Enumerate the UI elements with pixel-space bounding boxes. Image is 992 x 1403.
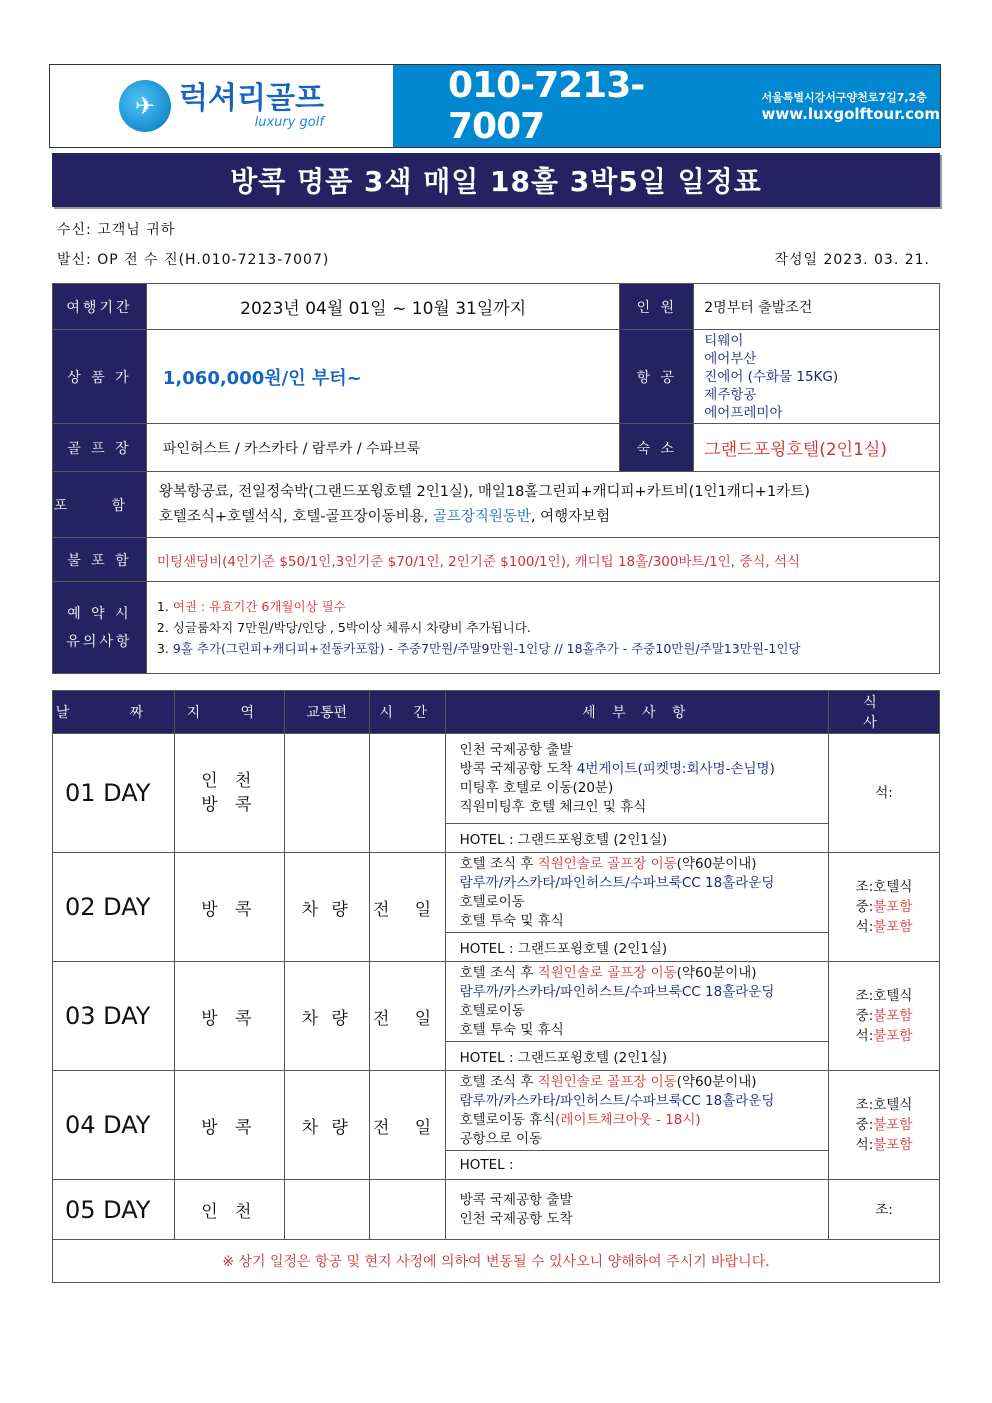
airline-item: 에어프레미아: [704, 404, 783, 421]
details: 호텔 조식 후 직원인솔로 골프장 이동(약60분이내) 람루까/카스카타/파인허스트/수파브룩CC 18홀라운딩 호텔로이동 호텔 투숙 및 휴식: [445, 853, 828, 933]
notice-item: 1. 여권 : 유효기간 6개월이상 필수: [156, 599, 346, 614]
exclude-value: 미팅샌딩비(4인기준 $50/1인,3인기준 $70/1인, 2인기준 $100/1인), 캐디팁 18홀/300바트/1인, 중식, 석식: [146, 538, 939, 582]
header-region: 지 역: [174, 691, 284, 734]
golf-value: 파인허스트 / 카스카타 / 람루카 / 수파브룩: [146, 424, 619, 472]
notice-item: 3. 9홀 추가(그린피+캐디피+전동카포함) - 주중7만원/주말9만원-1인당 // 18홀추가 - 주중10만원/주말13만원-1인당: [156, 641, 801, 656]
logo-english: luxury golf: [254, 114, 324, 130]
people-label: 인 원: [620, 284, 694, 330]
airline-item: 제주항공: [704, 386, 757, 403]
time: 전 일: [369, 962, 445, 1071]
price-value: 1,060,000원/인 부터~: [146, 330, 619, 424]
price-label: 상 품 가: [53, 330, 147, 424]
page-title: 방콕 명품 3색 매일 18홀 3박5일 일정표: [52, 153, 940, 207]
plane-icon: ✈: [119, 80, 171, 132]
website: www.luxgolftour.com: [761, 105, 940, 123]
table-row: [53, 734, 940, 824]
exclude-label: 불 포 함: [53, 538, 147, 582]
day-label: 05 DAY: [53, 1180, 175, 1240]
logo-area: [50, 65, 393, 147]
transport: 차 량: [284, 853, 369, 962]
table-row: [53, 1071, 940, 1151]
day-label: 01 DAY: [53, 734, 175, 853]
hotel-label: 숙 소: [620, 424, 694, 472]
time: 전 일: [369, 853, 445, 962]
header-transport: 교통편: [284, 691, 369, 734]
period-value: 2023년 04월 01일 ~ 10월 31일까지: [146, 284, 619, 330]
header-time: 시 간: [369, 691, 445, 734]
transport: 차 량: [284, 962, 369, 1071]
table-row: [53, 962, 940, 1042]
region: 방 콕: [174, 853, 284, 962]
header-meal: 식 사: [829, 691, 940, 734]
hotel-info: HOTEL : 그랜드포윙호텔 (2인1실): [445, 933, 828, 962]
include-line: 왕복항공료, 전일정숙박(그랜드포윙호텔 2인1실), 매일18홀그린피+캐디피+카트비(1인1캐디+1카트): [158, 483, 810, 500]
table-row: [53, 1180, 940, 1240]
meal: 석:: [829, 734, 940, 853]
info-table: [52, 283, 940, 674]
time: [369, 734, 445, 853]
include-line: 호텔조식+호텔석식, 호텔-골프장이동비용, 골프장직원동반, 여행자보험: [158, 508, 611, 525]
header-details: 세 부 사 항: [445, 691, 828, 734]
airline-item: 진에어 (수화물 15KG): [704, 368, 839, 385]
details: 호텔 조식 후 직원인솔로 골프장 이동(약60분이내) 람루까/카스카타/파인허스트/수파브룩CC 18홀라운딩 호텔로이동 호텔 투숙 및 휴식: [445, 962, 828, 1042]
meal: 조:호텔식 중:불포함 석:불포함: [829, 853, 940, 962]
period-label: 여행기간: [53, 284, 147, 330]
footer-notice: ※ 상기 일정은 항공 및 현지 사정에 의하여 변동될 수 있사오니 양해하여 주시기 바랍니다.: [53, 1240, 940, 1283]
airline-item: 티웨이: [704, 332, 744, 349]
document-date: 작성일 2023. 03. 21.: [774, 252, 930, 268]
time: 전 일: [369, 1071, 445, 1180]
region: 방 콕: [174, 1071, 284, 1180]
region: 인 천 방 콕: [174, 734, 284, 853]
golf-label: 골 프 장: [53, 424, 147, 472]
include-label: 포 함: [53, 472, 147, 538]
hotel-info: HOTEL :: [445, 1151, 828, 1180]
transport: [284, 1180, 369, 1240]
notice-label: 예 약 시 유의사항: [53, 582, 147, 674]
contact-area: [393, 65, 940, 147]
day-label: 04 DAY: [53, 1071, 175, 1180]
hotel-info: HOTEL : 그랜드포윙호텔 (2인1실): [445, 1042, 828, 1071]
logo-korean: 럭셔리골프: [179, 80, 324, 116]
sender: 발신: OP 전 수 진(H.010-7213-7007): [57, 252, 330, 268]
day-label: 03 DAY: [53, 962, 175, 1071]
notice-item: 2. 싱글룸차지 7만원/박당/인당 , 5박이상 체류시 차량비 추가됩니다.: [156, 620, 531, 635]
table-row: [53, 853, 940, 933]
time: [369, 1180, 445, 1240]
region: 방 콕: [174, 962, 284, 1071]
transport: [284, 734, 369, 853]
address: 서울특별시강서구양천로7길7,2층: [761, 91, 927, 104]
airline-item: 에어부산: [704, 350, 757, 367]
include-value: [146, 472, 939, 538]
details: 인천 국제공항 출발 방콕 국제공항 도착 4번게이트(피켓명:회사명-손님명) 미팅후 호텔로 이동(20분) 직원미팅후 호텔 체크인 및 휴식: [445, 734, 828, 824]
header-banner: [49, 64, 941, 148]
meal: 조:: [829, 1180, 940, 1240]
region: 인 천: [174, 1180, 284, 1240]
notice-list: [146, 582, 939, 674]
hotel-value: 그랜드포윙호텔(2인1실): [694, 424, 940, 472]
details: 방콕 국제공항 출발 인천 국제공항 도착: [445, 1180, 828, 1240]
recipient: 수신: 고객님 귀하: [57, 222, 176, 238]
airline-list: [694, 330, 940, 424]
meal: 조:호텔식 중:불포함 석:불포함: [829, 1071, 940, 1180]
hotel-info: HOTEL : 그랜드포윙호텔 (2인1실): [445, 824, 828, 853]
details: 호텔 조식 후 직원인솔로 골프장 이동(약60분이내) 람루까/카스카타/파인허스트/수파브룩CC 18홀라운딩 호텔로이동 휴식(레이트체크아웃 - 18시) 공항으로 이동: [445, 1071, 828, 1151]
meal: 조:호텔식 중:불포함 석:불포함: [829, 962, 940, 1071]
schedule-table: [52, 690, 940, 1283]
people-value: 2명부터 출발조건: [694, 284, 940, 330]
header-date: 날 짜: [53, 691, 175, 734]
transport: 차 량: [284, 1071, 369, 1180]
airline-label: 항 공: [620, 330, 694, 424]
day-label: 02 DAY: [53, 853, 175, 962]
phone-number: 010-7213-7007: [448, 65, 645, 147]
